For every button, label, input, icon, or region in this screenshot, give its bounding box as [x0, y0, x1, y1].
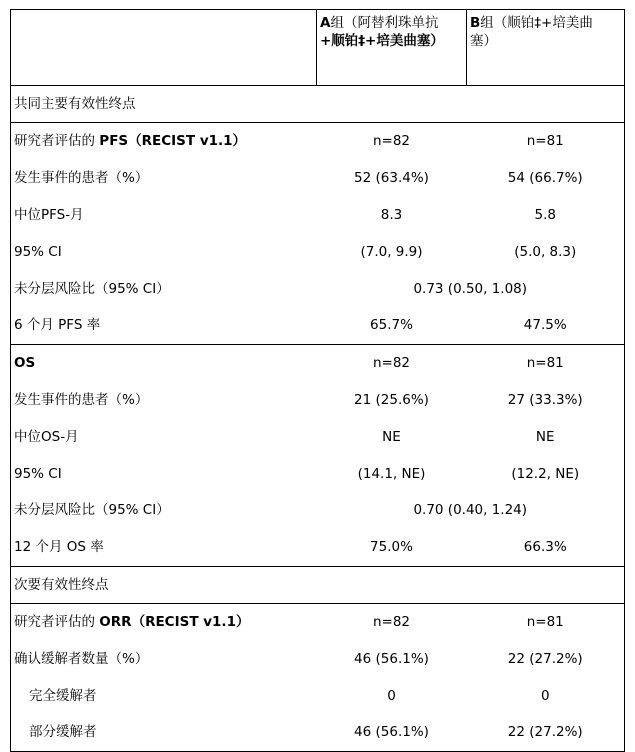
arm-a-name: 组（阿替利珠单抗 — [330, 15, 439, 31]
os-row — [11, 418, 625, 455]
orr-row — [11, 714, 625, 751]
os-rate-b: 66.3% — [467, 529, 625, 566]
pfs-hr-value: 0.73 (0.50, 1.08) — [317, 270, 625, 307]
os-rate-a: 75.0% — [370, 539, 413, 556]
pfs-row-b: 5.8 — [467, 197, 625, 234]
os-row-label: 中位OS-月 — [11, 418, 317, 455]
orr-row-label: 部分缓解者 — [11, 714, 317, 751]
header-row — [11, 10, 625, 86]
header-arm-b — [467, 10, 625, 86]
header-arm-a — [317, 10, 467, 86]
pfs-n-b: n=81 — [467, 123, 625, 160]
os-row-b: 27 (33.3%) — [467, 382, 625, 419]
pfs-row-a: 52 (63.4%) — [354, 170, 429, 187]
os-hr-label: 未分层风险比（95% CI） — [11, 492, 317, 529]
orr-row-a: 0 — [387, 687, 396, 704]
os-title-row — [11, 344, 625, 381]
os-row-label: 发生事件的患者（%） — [11, 382, 317, 419]
os-hr-row — [11, 492, 625, 529]
orr-row-b: 22 (27.2%) — [467, 714, 625, 751]
orr-row-label: 完全缓解者 — [11, 677, 317, 714]
os-n-b: n=81 — [467, 344, 625, 381]
orr-title-row — [11, 603, 625, 640]
os-row — [11, 382, 625, 419]
pfs-title-prefix: 研究者评估的 — [14, 133, 100, 150]
orr-row — [11, 640, 625, 677]
pfs-title — [11, 123, 317, 160]
os-title: OS — [11, 344, 317, 381]
arm-a-letter: A — [320, 15, 331, 31]
orr-row-b: 22 (27.2%) — [467, 640, 625, 677]
orr-n-b: n=81 — [467, 603, 625, 640]
os-rate-row — [11, 529, 625, 566]
pfs-rate-b: 47.5% — [467, 307, 625, 344]
orr-row-a: 46 (56.1%) — [354, 650, 429, 667]
pfs-row-a: (7.0, 9.9) — [360, 243, 423, 260]
pfs-row-a: 8.3 — [380, 206, 403, 223]
os-rate-label: 12 个月 OS 率 — [11, 529, 317, 566]
orr-row — [11, 677, 625, 714]
os-row-b: (12.2, NE) — [467, 455, 625, 492]
pfs-n-a: n=82 — [372, 133, 411, 150]
arm-b-letter: B — [470, 15, 481, 31]
os-hr-value: 0.70 (0.40, 1.24) — [317, 492, 625, 529]
arm-b-name: 组（顺铂‡+培美曲 — [480, 15, 593, 31]
section-row-primary — [11, 86, 625, 123]
os-row-a: NE — [382, 428, 401, 445]
pfs-row — [11, 233, 625, 270]
orr-title — [11, 603, 317, 640]
pfs-rate-label: 6 个月 PFS 率 — [11, 307, 317, 344]
pfs-row-label: 中位PFS-月 — [11, 197, 317, 234]
pfs-row-b: (5.0, 8.3) — [467, 233, 625, 270]
pfs-title-bold: PFS（RECIST v1.1） — [99, 133, 247, 150]
orr-row-a: 46 (56.1%) — [317, 714, 467, 751]
orr-n-a: n=82 — [372, 613, 411, 630]
pfs-hr-label: 未分层风险比（95% CI） — [11, 270, 317, 307]
orr-row-label: 确认缓解者数量（%） — [11, 640, 317, 677]
header-empty-cell — [11, 10, 317, 86]
os-n-a: n=82 — [317, 344, 467, 381]
orr-title-bold: ORR（RECIST v1.1） — [99, 613, 250, 630]
efficacy-table — [10, 9, 625, 752]
orr-title-prefix: 研究者评估的 — [14, 613, 100, 630]
pfs-row-b: 54 (66.7%) — [467, 160, 625, 197]
pfs-rate-row — [11, 307, 625, 344]
os-row-a: (14.1, NE) — [357, 465, 426, 482]
pfs-row-label: 95% CI — [11, 233, 317, 270]
os-row — [11, 455, 625, 492]
pfs-row-label: 发生事件的患者（%） — [11, 160, 317, 197]
arm-a-name-line2: +顺铂‡+培美曲塞） — [320, 33, 444, 49]
pfs-rate-a: 65.7% — [370, 317, 413, 334]
orr-row-b: 0 — [467, 677, 625, 714]
arm-b-name-line2: 塞） — [470, 33, 497, 49]
section-title-secondary: 次要有效性终点 — [11, 566, 625, 603]
section-title-primary: 共同主要有效性终点 — [11, 86, 625, 123]
pfs-title-row — [11, 123, 625, 160]
pfs-hr-row — [11, 270, 625, 307]
section-row-secondary — [11, 566, 625, 603]
os-row-b: NE — [467, 418, 625, 455]
os-row-label: 95% CI — [11, 455, 317, 492]
pfs-row — [11, 197, 625, 234]
os-row-a: 21 (25.6%) — [354, 391, 429, 408]
pfs-row — [11, 160, 625, 197]
